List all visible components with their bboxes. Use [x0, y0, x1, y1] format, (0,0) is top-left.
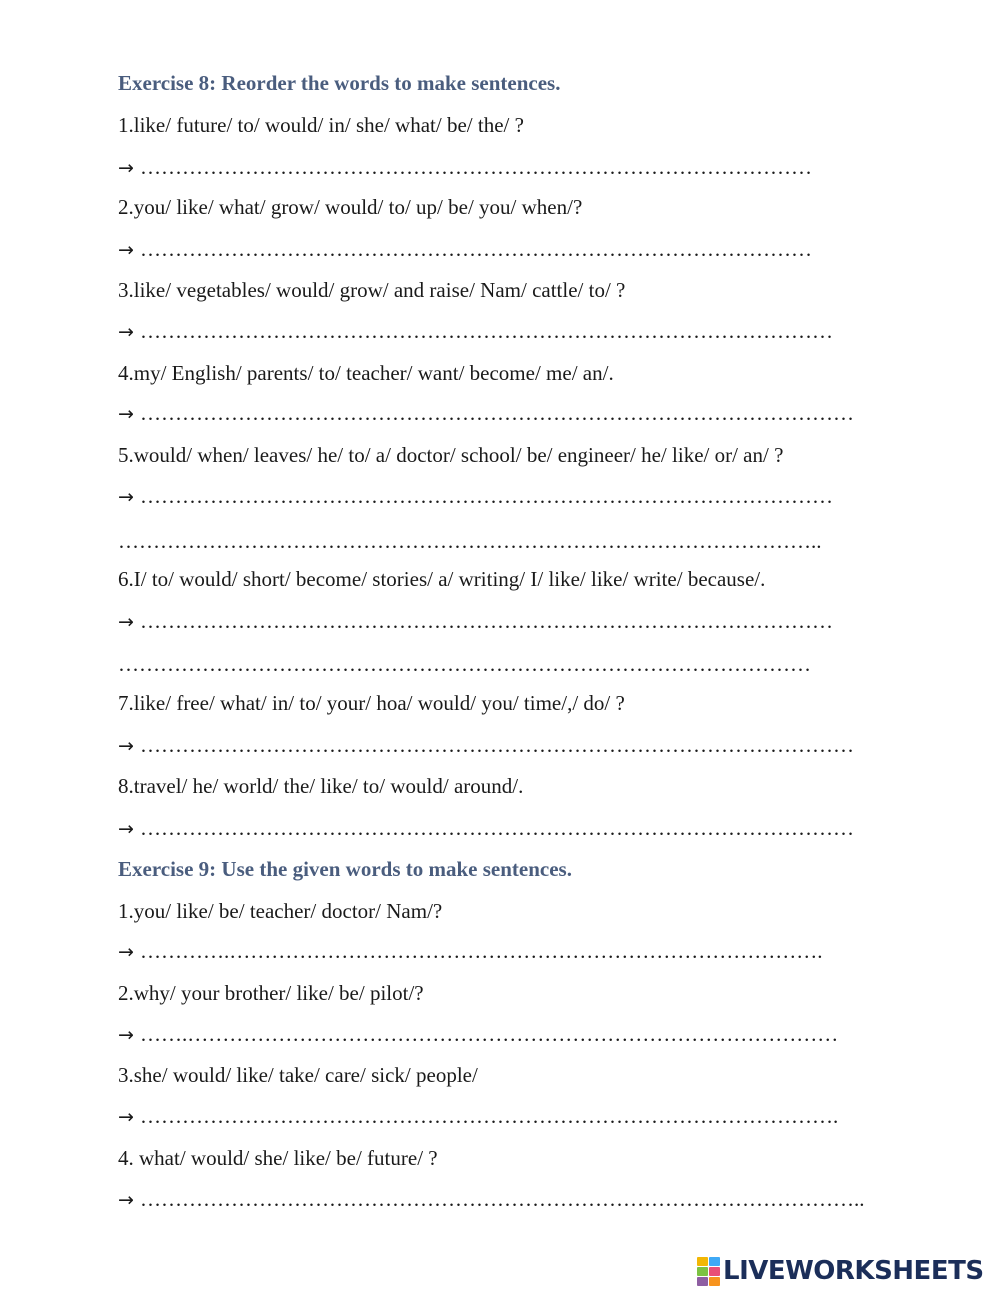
arrow-right-icon: →	[118, 239, 134, 261]
exercise-8-item-5: 5.would/ when/ leaves/ he/ to/ a/ doctor/ school/ be/ engineer/ he/ like/ or/ an/ ?	[118, 443, 784, 467]
answer-line[interactable]: → ………………………………………………………………………………………	[118, 484, 833, 508]
answer-line-continuation[interactable]: ………………………………………………………………………………………..	[118, 529, 822, 553]
exercise-8-item-1: 1.like/ future/ to/ would/ in/ she/ what/ be/ the/ ?	[118, 113, 524, 137]
exercise-8-heading: Exercise 8: Reorder the words to make sentences.	[118, 71, 561, 95]
arrow-right-icon: →	[118, 403, 134, 425]
answer-line[interactable]: → ………….………………………………………………………………………….	[118, 939, 823, 963]
arrow-right-icon: →	[118, 157, 134, 179]
exercise-8-item-7: 7.like/ free/ what/ in/ to/ your/ hoa/ would/ you/ time/,/ do/ ?	[118, 691, 625, 715]
exercise-9-item-1: 1.you/ like/ be/ teacher/ doctor/ Nam/?	[118, 899, 443, 923]
answer-line-continuation[interactable]: ………………………………………………………………………………………	[118, 652, 811, 676]
answer-line[interactable]: → …….…………………………………………………………………………………	[118, 1022, 839, 1046]
answer-line[interactable]: → …………………………………………………………………………………………..	[118, 1187, 865, 1211]
logo-text: LIVEWORKSHEETS	[723, 1256, 984, 1286]
answer-line[interactable]: → …………………………………………………………………………………………	[118, 816, 854, 840]
exercise-8-item-8: 8.travel/ he/ world/ the/ like/ to/ would/ around/.	[118, 774, 524, 798]
answer-line[interactable]: → ……………………………………………………………………………………….	[118, 1104, 839, 1128]
answer-line[interactable]: → …………………………………………………………………………………………	[118, 733, 854, 757]
answer-line[interactable]: → ……………………………………………………………………………………	[118, 237, 812, 261]
answer-line[interactable]: → ………………………………………………………………………………………	[118, 609, 833, 633]
arrow-right-icon: →	[118, 735, 134, 757]
answer-line[interactable]: → ……………………………………………………………………………………	[118, 155, 812, 179]
arrow-right-icon: →	[118, 1024, 134, 1046]
exercise-9-item-3: 3.she/ would/ like/ take/ care/ sick/ people/	[118, 1063, 478, 1087]
liveworksheets-logo-icon	[697, 1257, 720, 1286]
exercise-9-item-2: 2.why/ your brother/ like/ be/ pilot/?	[118, 981, 424, 1005]
answer-line[interactable]: → …………………………………………………………………………………………	[118, 401, 854, 425]
arrow-right-icon: →	[118, 1106, 134, 1128]
answer-line[interactable]: → ………………………………………………………………………………………	[118, 319, 833, 343]
exercise-8-item-6: 6.I/ to/ would/ short/ become/ stories/ a/ writing/ I/ like/ like/ write/ because/.	[118, 567, 766, 591]
exercise-8-item-3: 3.like/ vegetables/ would/ grow/ and raise/ Nam/ cattle/ to/ ?	[118, 278, 626, 302]
liveworksheets-logo[interactable]	[697, 1256, 984, 1286]
arrow-right-icon: →	[118, 321, 134, 343]
arrow-right-icon: →	[118, 611, 134, 633]
exercise-8-item-2: 2.you/ like/ what/ grow/ would/ to/ up/ be/ you/ when/?	[118, 195, 583, 219]
exercise-9-heading: Exercise 9: Use the given words to make sentences.	[118, 857, 572, 881]
arrow-right-icon: →	[118, 941, 134, 963]
exercise-9-item-4: 4. what/ would/ she/ like/ be/ future/ ?	[118, 1146, 438, 1170]
arrow-right-icon: →	[118, 1189, 134, 1211]
arrow-right-icon: →	[118, 486, 134, 508]
arrow-right-icon: →	[118, 818, 134, 840]
exercise-8-item-4: 4.my/ English/ parents/ to/ teacher/ want/ become/ me/ an/.	[118, 361, 614, 385]
